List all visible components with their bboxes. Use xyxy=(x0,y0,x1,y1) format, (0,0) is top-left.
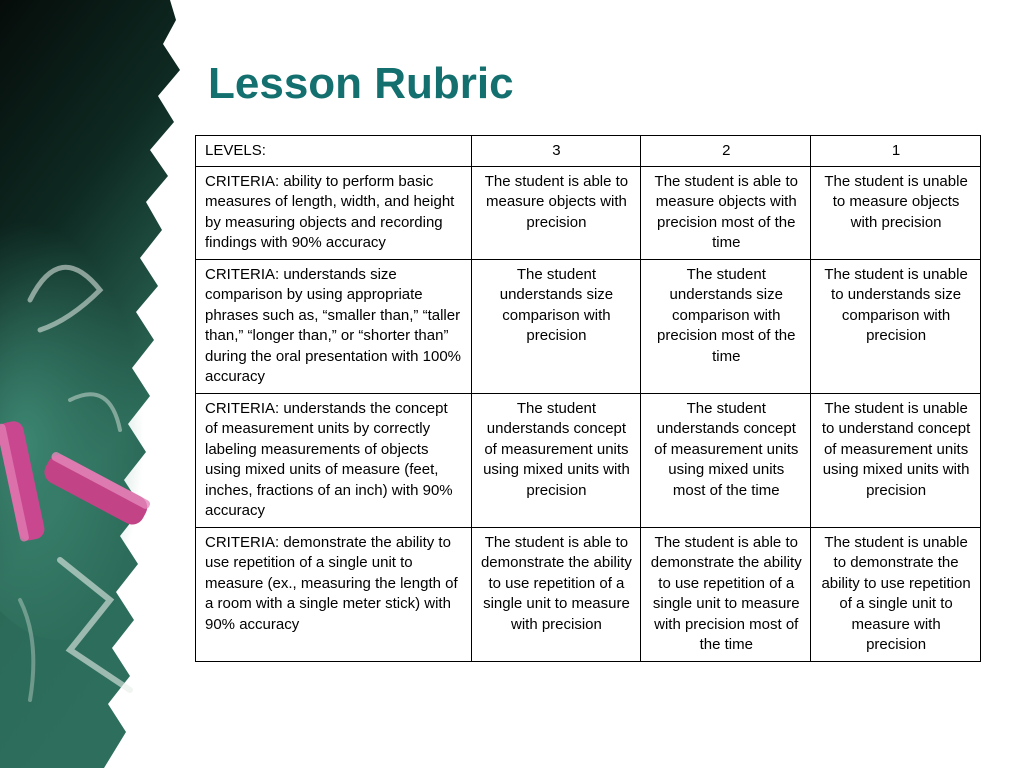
chalkboard-chalk-illustration xyxy=(0,0,200,768)
table-row xyxy=(196,259,981,393)
table-row xyxy=(196,527,981,661)
table-header-row xyxy=(196,136,981,167)
level-3-cell: The student is able to demonstrate the ability to use repetition of a single unit to measure with precision xyxy=(471,527,641,661)
levels-header-cell: LEVELS: xyxy=(196,136,472,167)
level-3-header: 3 xyxy=(471,136,641,167)
level-3-cell: The student understands concept of measurement units using mixed units with precision xyxy=(471,393,641,527)
criteria-cell: CRITERIA: understands size comparison by using appropriate phrases such as, “smaller than,” “taller than,” “longer than,” or “shorter than” during the oral presentation with 100% accuracy xyxy=(196,259,472,393)
level-2-cell: The student is able to measure objects with precision most of the time xyxy=(641,166,811,259)
level-2-cell: The student is able to demonstrate the ability to use repetition of a single unit to measure with precision most of the time xyxy=(641,527,811,661)
level-3-cell: The student understands size comparison with precision xyxy=(471,259,641,393)
level-1-cell: The student is unable to understand concept of measurement units using mixed units with precision xyxy=(811,393,981,527)
level-1-cell: The student is unable to measure objects with precision xyxy=(811,166,981,259)
level-3-cell: The student is able to measure objects with precision xyxy=(471,166,641,259)
level-2-cell: The student understands concept of measurement units using mixed units most of the time xyxy=(641,393,811,527)
table-row xyxy=(196,393,981,527)
criteria-cell: CRITERIA: demonstrate the ability to use repetition of a single unit to measure (ex., measuring the length of a room with a single meter stick) with 90% accuracy xyxy=(196,527,472,661)
level-1-cell: The student is unable to understands size comparison with precision xyxy=(811,259,981,393)
page-title: Lesson Rubric xyxy=(208,59,514,108)
level-2-header: 2 xyxy=(641,136,811,167)
criteria-cell: CRITERIA: understands the concept of measurement units by correctly labeling measurements of objects using mixed units of measure (feet, inches, fractions of an inch) with 90% accuracy xyxy=(196,393,472,527)
table-row xyxy=(196,166,981,259)
rubric-table xyxy=(195,135,981,662)
level-1-header: 1 xyxy=(811,136,981,167)
level-1-cell: The student is unable to demonstrate the ability to use repetition of a single unit to measure with precision xyxy=(811,527,981,661)
level-2-cell: The student understands size comparison with precision most of the time xyxy=(641,259,811,393)
criteria-cell: CRITERIA: ability to perform basic measures of length, width, and height by measuring objects and recording findings with 90% accuracy xyxy=(196,166,472,259)
